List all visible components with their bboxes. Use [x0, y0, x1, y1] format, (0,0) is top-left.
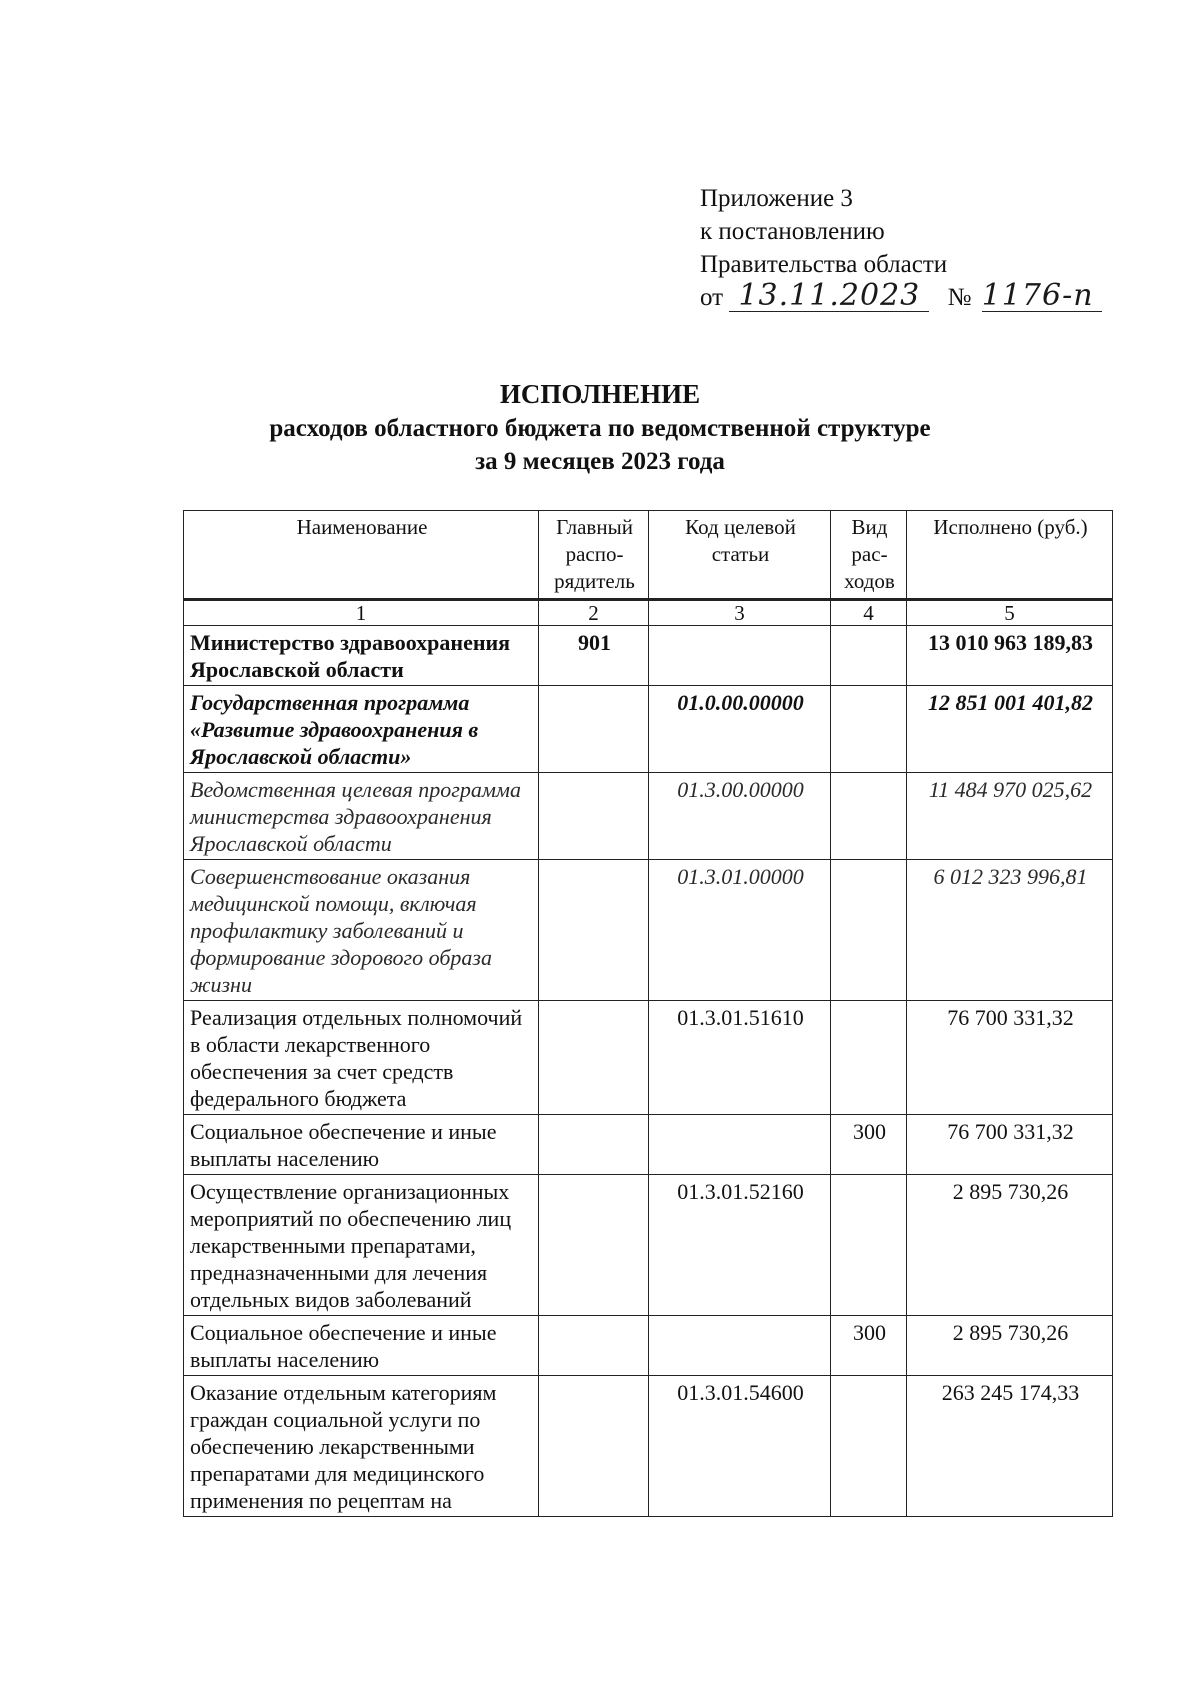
cell-executed-amount: 13 010 963 189,83 — [907, 626, 1113, 686]
cell-target-code — [649, 1115, 831, 1175]
cell-executed-amount: 263 245 174,33 — [907, 1376, 1113, 1517]
handwritten-number: 1176-п — [982, 281, 1102, 312]
cell-main-manager — [539, 1115, 649, 1175]
cell-main-manager — [539, 1376, 649, 1517]
title-main: ИСПОЛНЕНИЕ — [499, 379, 701, 409]
cell-expense-type — [831, 860, 907, 1001]
title-line-2: расходов областного бюджета по ведомственной структуре — [269, 415, 931, 442]
appendix-block — [700, 182, 1102, 314]
table-body — [184, 626, 1113, 1517]
cell-name: Министерство здравоохранения Ярославской области — [184, 626, 539, 686]
cell-expense-type — [831, 773, 907, 860]
table-row — [184, 773, 1113, 860]
table-row — [184, 860, 1113, 1001]
column-number-row — [184, 600, 1113, 626]
cell-name: Совершенствование оказания медицинской помощи, включая профилактику заболеваний и формирование здорового образа жизни — [184, 860, 539, 1001]
header-executed: Исполнено (руб.) — [907, 511, 1113, 600]
cell-expense-type — [831, 1175, 907, 1316]
cell-executed-amount: 11 484 970 025,62 — [907, 773, 1113, 860]
table-row — [184, 1175, 1113, 1316]
budget-table — [183, 510, 1113, 1517]
title-line-3: за 9 месяцев 2023 года — [475, 448, 725, 475]
cell-target-code: 01.3.01.52160 — [649, 1175, 831, 1316]
cell-main-manager — [539, 1175, 649, 1316]
column-number: 4 — [831, 600, 907, 626]
cell-name: Осуществление организационных мероприятий по обеспечению лиц лекарственными препаратами, предназначенными для лечения отдельных видов заболеваний — [184, 1175, 539, 1316]
cell-main-manager — [539, 686, 649, 773]
table-row — [184, 1001, 1113, 1115]
cell-executed-amount: 2 895 730,26 — [907, 1175, 1113, 1316]
cell-name: Государственная программа «Развитие здравоохранения в Ярославской области» — [184, 686, 539, 773]
cell-name: Оказание отдельным категориям граждан социальной услуги по обеспечению лекарственными препаратами для медицинского применения по рецептам на — [184, 1376, 539, 1517]
table-row — [184, 1376, 1113, 1517]
document-title — [0, 376, 1200, 478]
cell-expense-type — [831, 1376, 907, 1517]
cell-main-manager — [539, 773, 649, 860]
cell-name: Социальное обеспечение и иные выплаты населению — [184, 1115, 539, 1175]
cell-expense-type: 300 — [831, 1316, 907, 1376]
cell-executed-amount: 6 012 323 996,81 — [907, 860, 1113, 1001]
cell-target-code — [649, 1316, 831, 1376]
cell-executed-amount: 12 851 001 401,82 — [907, 686, 1113, 773]
cell-main-manager — [539, 860, 649, 1001]
cell-main-manager: 901 — [539, 626, 649, 686]
appendix-date-line — [700, 278, 1102, 314]
column-number: 3 — [649, 600, 831, 626]
cell-expense-type — [831, 686, 907, 773]
date-prefix: от — [700, 284, 724, 311]
table-header-row — [184, 511, 1113, 600]
table-row — [184, 1316, 1113, 1376]
cell-main-manager — [539, 1316, 649, 1376]
cell-target-code: 01.3.00.00000 — [649, 773, 831, 860]
appendix-line-3: Правительства области — [700, 251, 948, 278]
cell-target-code: 01.3.01.00000 — [649, 860, 831, 1001]
cell-target-code: 01.3.01.54600 — [649, 1376, 831, 1517]
column-number: 5 — [907, 600, 1113, 626]
cell-name: Ведомственная целевая программа министерства здравоохранения Ярославской области — [184, 773, 539, 860]
column-number: 1 — [184, 600, 539, 626]
appendix-line-1: Приложение 3 — [700, 185, 853, 212]
cell-expense-type: 300 — [831, 1115, 907, 1175]
cell-executed-amount: 76 700 331,32 — [907, 1001, 1113, 1115]
table-row — [184, 1115, 1113, 1175]
cell-expense-type — [831, 1001, 907, 1115]
cell-main-manager — [539, 1001, 649, 1115]
table-row — [184, 626, 1113, 686]
cell-target-code: 01.0.00.00000 — [649, 686, 831, 773]
cell-target-code — [649, 626, 831, 686]
cell-target-code: 01.3.01.51610 — [649, 1001, 831, 1115]
header-name: Наименование — [184, 511, 539, 600]
header-target-code: Код целевой статьи — [649, 511, 831, 600]
column-number: 2 — [539, 600, 649, 626]
handwritten-date: 13.11.2023 — [729, 281, 929, 312]
cell-executed-amount: 2 895 730,26 — [907, 1316, 1113, 1376]
cell-name: Реализация отдельных полномочий в области лекарственного обеспечения за счет средств федерального бюджета — [184, 1001, 539, 1115]
header-main-manager: Главный распо-рядитель — [539, 511, 649, 600]
cell-name: Социальное обеспечение и иные выплаты населению — [184, 1316, 539, 1376]
number-sign: № — [947, 284, 972, 311]
cell-expense-type — [831, 626, 907, 686]
appendix-line-2: к постановлению — [700, 218, 885, 245]
cell-executed-amount: 76 700 331,32 — [907, 1115, 1113, 1175]
header-expense-type: Вид рас-ходов — [831, 511, 907, 600]
table-row — [184, 686, 1113, 773]
